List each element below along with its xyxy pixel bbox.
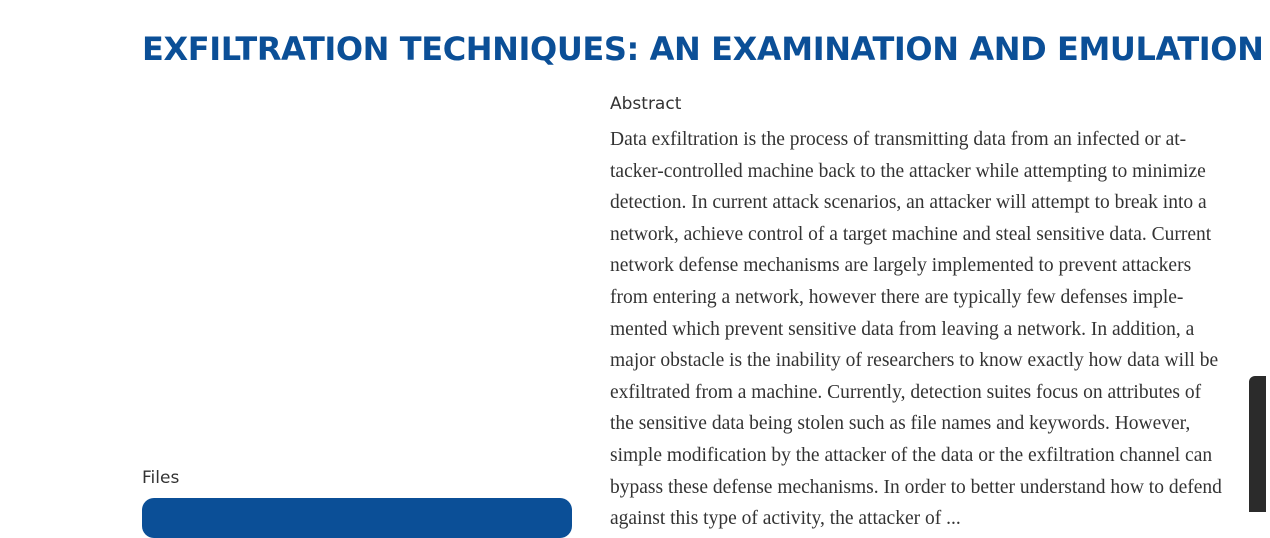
abstract-line: network, achieve control of a target machine and steal sensitive data. Current xyxy=(610,223,1212,245)
abstract-line: the sensitive data being stolen such as file names and keywords. However, xyxy=(610,413,1191,435)
files-heading: Files xyxy=(142,468,180,488)
abstract-line: tacker-controlled machine back to the attacker while attempting to minimize xyxy=(610,160,1206,182)
abstract-line: bypass these defense mechanisms. In order to better understand how to defend xyxy=(610,476,1222,498)
abstract-line: from entering a network, however there are typically few defenses imple- xyxy=(610,286,1184,308)
file-download-button[interactable] xyxy=(142,498,572,538)
page-title: EXFILTRATION TECHNIQUES: AN EXAMINATION AND EMULATION xyxy=(142,30,1264,68)
abstract-line: network defense mechanisms are largely implemented to prevent attackers xyxy=(610,255,1192,277)
scrollbar[interactable] xyxy=(1249,376,1266,512)
abstract-line: against this type of activity, the attacker of ... xyxy=(610,508,961,530)
abstract-line: detection. In current attack scenarios, an attacker will attempt to break into a xyxy=(610,192,1207,214)
abstract-line: simple modification by the attacker of the data or the exfiltration channel can xyxy=(610,444,1213,466)
abstract-line: Data exfiltration is the process of transmitting data from an infected or at- xyxy=(610,129,1187,150)
abstract-line: major obstacle is the inability of researchers to know exactly how data will be xyxy=(610,350,1219,372)
abstract-body xyxy=(610,124,1270,535)
abstract-heading: Abstract xyxy=(610,94,682,114)
abstract-line: mented which prevent sensitive data from leaving a network. In addition, a xyxy=(610,318,1195,340)
abstract-line: exfiltrated from a machine. Currently, detection suites focus on attributes of xyxy=(610,381,1202,403)
